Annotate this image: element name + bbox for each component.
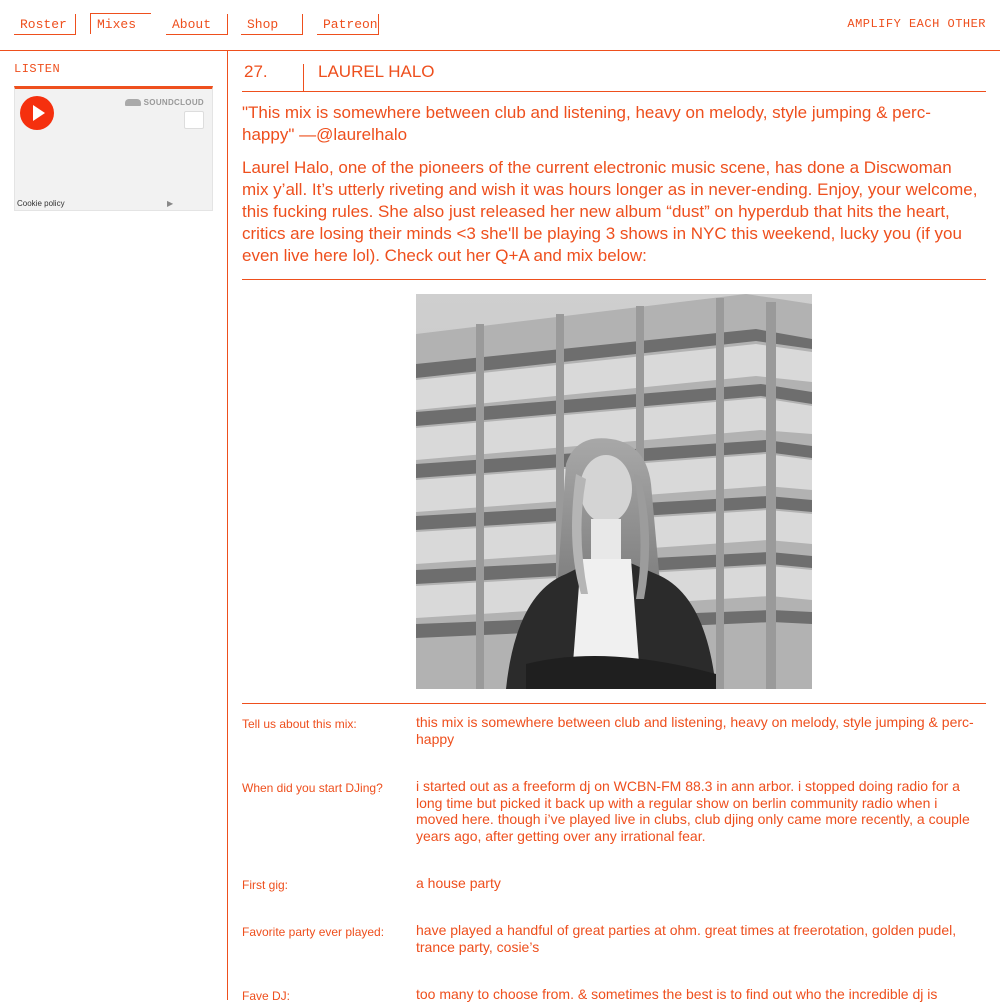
qa-question: Fave DJ: <box>242 989 291 1003</box>
mix-quote: "This mix is somewhere between club and listening, heavy on melody, style jumping & perc-happy" —@laurelhalo <box>242 103 931 144</box>
mix-intro: Laurel Halo, one of the pioneers of the current electronic music scene, has done a Discwoman mix y’all. It’s utterly riveting and wish it was hours longer as in never-ending. Enjoy, your welcome, this fucking rules. She also just released her new album “dust” on hyperdub that hits the heart, critics are losing their minds <3 she'll be playing 3 shows in NYC this weekend, lucky you (if you even live here lol). Check out her Q+A and mix below: <box>242 158 978 265</box>
qa-question: When did you start DJing? <box>242 781 383 795</box>
play-button[interactable] <box>20 96 54 130</box>
qa-answer: this mix is somewhere between club and listening, heavy on melody, style jumping & perc-happy <box>416 714 974 747</box>
qa-answer: too many to choose from. & sometimes the best is to find out who the incredible dj is <box>416 986 938 1002</box>
qa-question: First gig: <box>242 878 289 892</box>
cookie-policy-link[interactable]: Cookie policy <box>17 199 65 208</box>
tagline[interactable]: AMPLIFY EACH OTHER <box>847 17 986 31</box>
listen-label: LISTEN <box>14 62 61 76</box>
artist-photo <box>416 294 812 689</box>
nav-tab-patreon[interactable]: Patreon <box>317 14 379 35</box>
qa-answer: have played a handful of great parties at ohm. great times at freerotation, golden pudel, trance party, cosie’s <box>416 922 957 955</box>
divider <box>242 279 986 280</box>
nav-tab-about[interactable]: About <box>166 14 228 35</box>
nav-tab-roster[interactable]: Roster <box>14 14 76 35</box>
qa-question: Tell us about this mix: <box>242 717 357 731</box>
soundcloud-logo[interactable]: SOUNDCLOUD <box>125 98 204 107</box>
qa-answer: i started out as a freeform dj on WCBN-FM 88.3 in ann arbor. i stopped doing radio for a long time but picked it back up with a regular show on berlin community radio when i moved here. though i’ve played live in clubs, club djing only came more recently, a couple years ago, after getting over any irrational fear. <box>416 778 970 844</box>
player-artwork-box[interactable] <box>184 111 204 129</box>
header-divider <box>303 64 304 91</box>
mix-number: 27. <box>244 62 268 81</box>
mix-title: LAUREL HALO <box>318 62 435 81</box>
divider <box>242 703 986 704</box>
mix-header <box>242 62 986 92</box>
soundcloud-player <box>14 86 213 211</box>
qa-question: Favorite party ever played: <box>242 925 385 939</box>
nav-tab-mixes[interactable]: Mixes <box>90 13 151 34</box>
soundcloud-cloud-icon <box>125 99 141 106</box>
mini-play-icon[interactable]: ▶ <box>167 199 174 208</box>
nav-tab-shop[interactable]: Shop <box>241 14 303 35</box>
column-divider <box>227 50 228 1000</box>
top-nav <box>0 0 1000 51</box>
qa-answer: a house party <box>416 875 501 891</box>
